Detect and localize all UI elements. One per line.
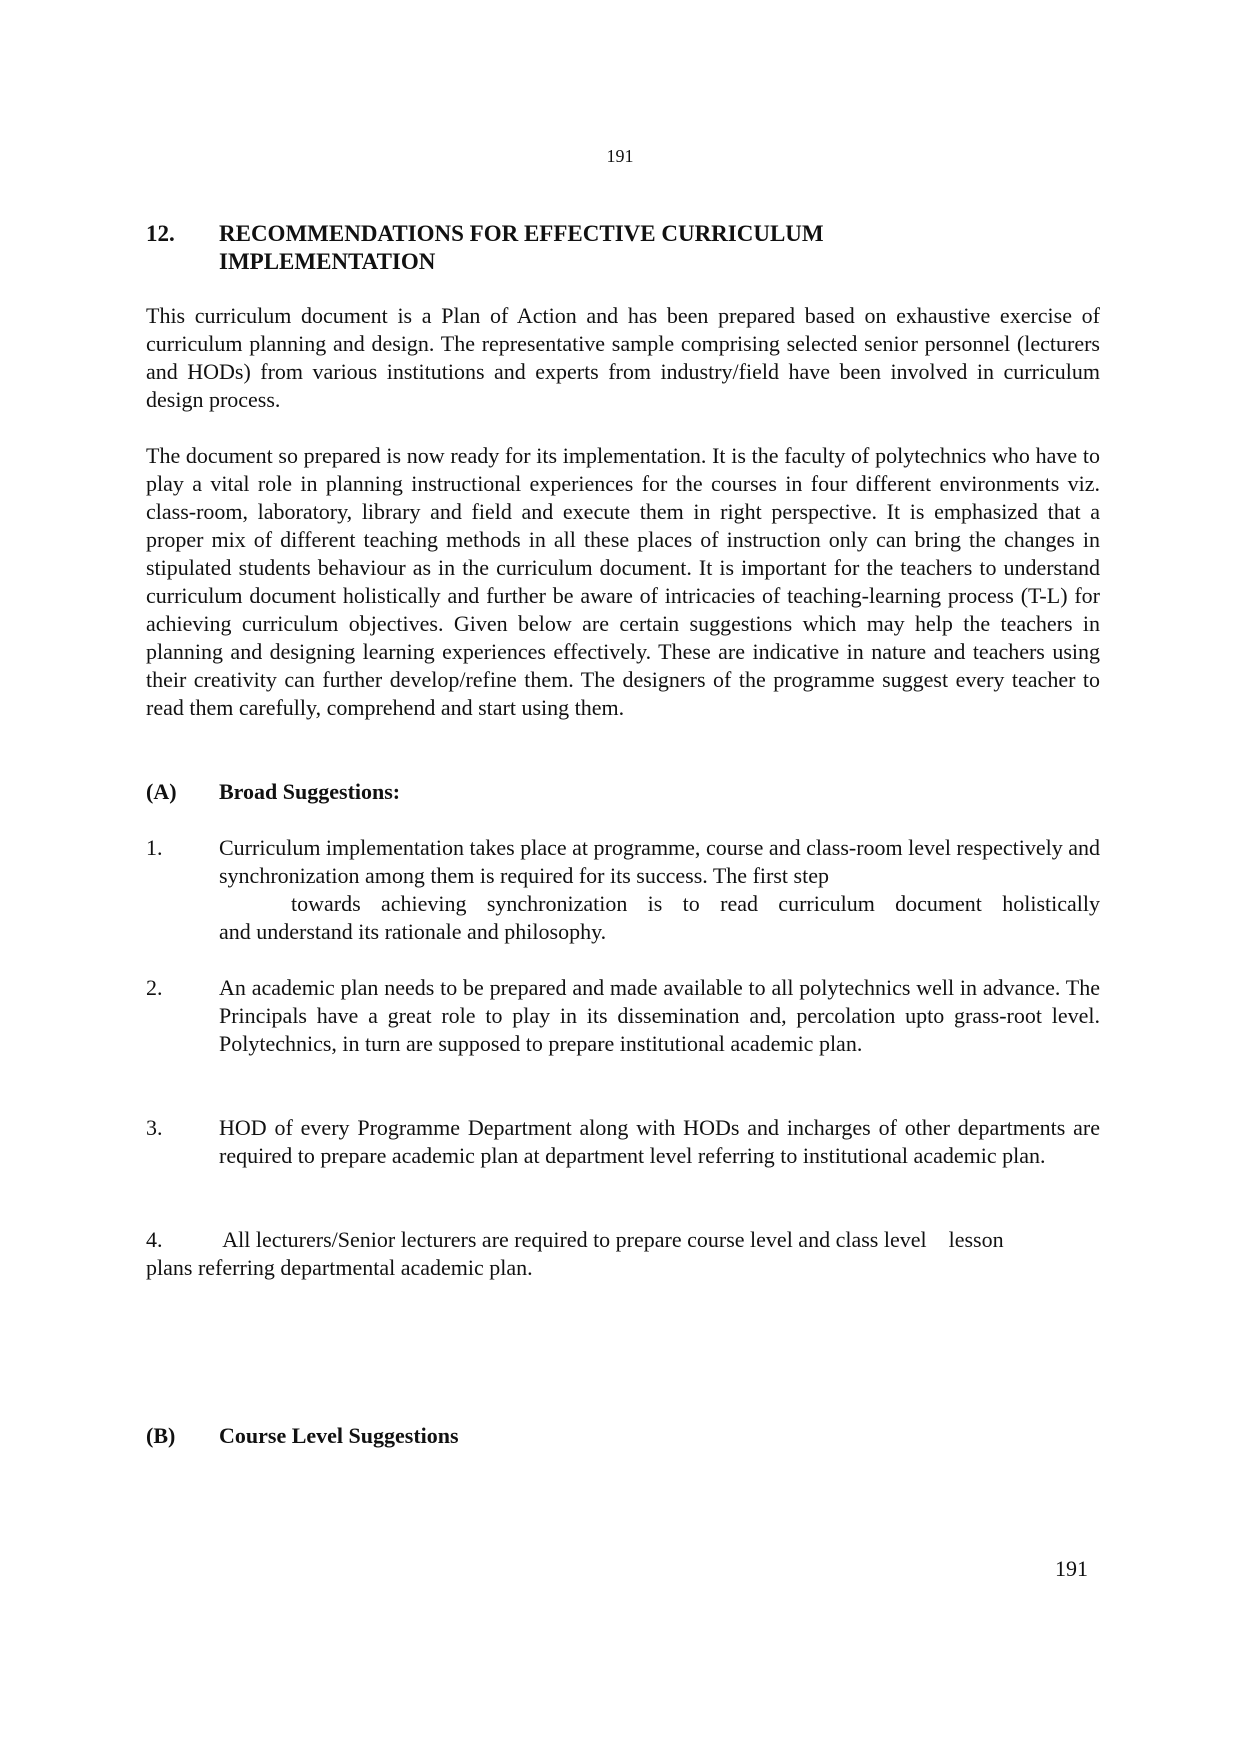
list-item-1-part1: Curriculum implementation takes place at programme, course and class-room level respectively and synchronization among them is required for its success. The first step: [219, 835, 1100, 888]
list-item-number: 3.: [146, 1115, 163, 1140]
list-item-text: An academic plan needs to be prepared and made available to all polytechnics well in advance. The Principals have a great role to play in its dissemination and, percolation upto grass-root level. Polytechnics, in turn are supposed to prepare institutional academic plan.: [219, 975, 1100, 1056]
list-item-1: [146, 834, 1100, 946]
section-title-line1: RECOMMENDATIONS FOR EFFECTIVE CURRICULUM: [219, 221, 824, 246]
list-item-4-line1: [146, 1226, 1086, 1254]
section-b-label: (B): [146, 1423, 176, 1448]
section-title: [219, 220, 1019, 276]
list-item-text: HOD of every Programme Department along with HODs and incharges of other departments are required to prepare academic plan at department level referring to institutional academic plan.: [219, 1115, 1100, 1168]
body-paragraph: The document so prepared is now ready for its implementation. It is the faculty of polytechnics who have to play a vital role in planning instructional experiences for the courses in four different environments viz. class-room, laboratory, library and field and execute them in right perspective. It is emphasized that a proper mix of different teaching methods in all these places of instruction only can bring the changes in stipulated students behaviour as in the curriculum document. It is important for the teachers to understand curriculum document holistically and further be aware of intricacies of teaching-learning process (T-L) for achieving curriculum objectives. Given below are certain suggestions which may help the teachers in planning and designing learning experiences effectively. These are indicative in nature and teachers using their creativity can further develop/refine them. The designers of the programme suggest every teacher to read them carefully, comprehend and start using them.: [146, 443, 1100, 720]
section-number: 12.: [146, 221, 175, 246]
section-a-label: (A): [146, 779, 177, 804]
list-item-2: [146, 974, 1100, 1058]
list-item-3: [146, 1114, 1100, 1170]
list-item-number: 1.: [146, 835, 163, 860]
list-item-1-part3: and understand its rationale and philosophy.: [219, 919, 607, 944]
intro-paragraph: This curriculum document is a Plan of Action and has been prepared based on exhaustive exercise of curriculum planning and design. The representative sample comprising selected senior personnel (lecturers and HODs) from various institutions and experts from industry/field have been involved in curriculum design process.: [146, 303, 1100, 412]
list-item-4-text-line1: All lecturers/Senior lecturers are required to prepare course level and class level lesson: [222, 1227, 1004, 1252]
section-a-title: Broad Suggestions:: [219, 779, 401, 804]
list-item-4-text-line2: plans referring departmental academic plan.: [146, 1255, 533, 1280]
list-item-text: [219, 834, 1100, 946]
list-item-1-part2: towards achieving synchronization is to read curriculum document holistically: [291, 891, 1100, 916]
section-title-line2: IMPLEMENTATION: [219, 249, 436, 274]
list-item-4: [146, 1226, 1086, 1282]
section-b-title: Course Level Suggestions: [219, 1423, 459, 1448]
page-number-top: 191: [606, 146, 634, 166]
list-item-number: 2.: [146, 975, 163, 1000]
list-item-number: 4.: [146, 1227, 163, 1252]
page-number-bottom: 191: [1055, 1556, 1088, 1581]
